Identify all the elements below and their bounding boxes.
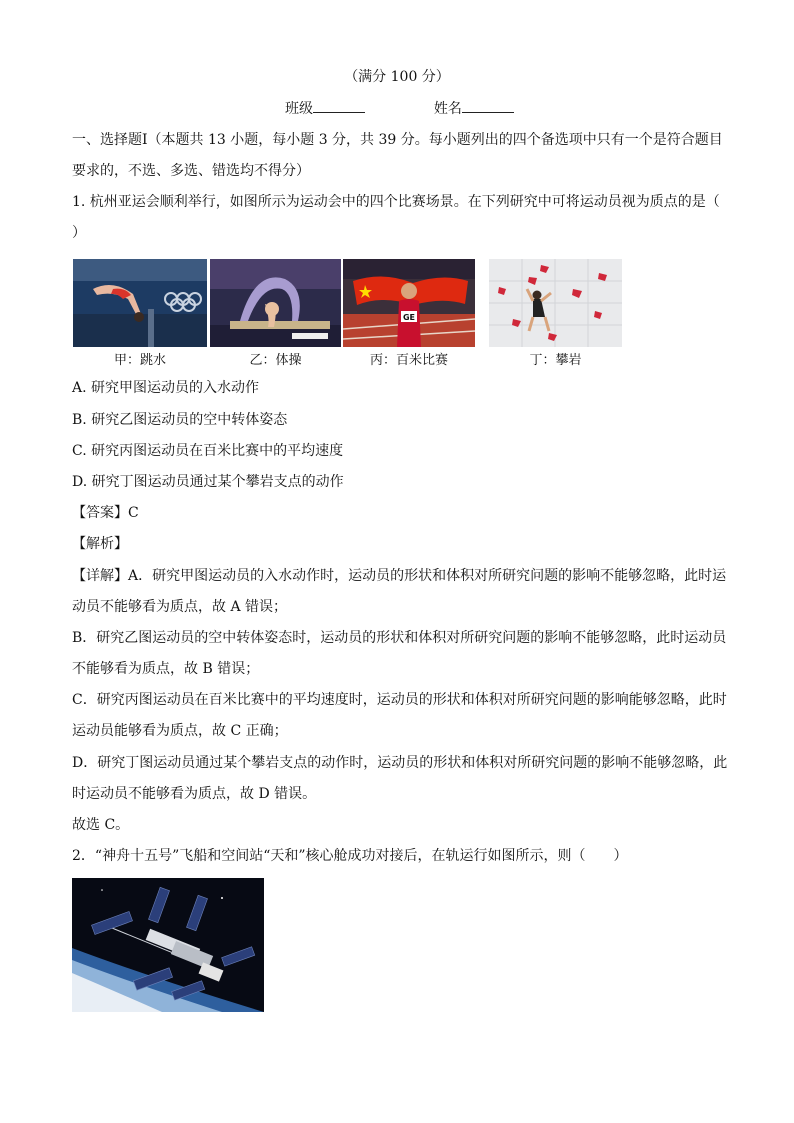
class-blank <box>313 100 365 113</box>
caption-sprint: 丙：百米比赛 <box>369 353 448 368</box>
race-bib-number: GE <box>402 313 416 322</box>
q2-stem: 2．“神舟十五号”飞船和空间站“天和”核心舱成功对接后，在轨运行如图所示，则（ ） <box>72 848 628 864</box>
detail-line: 动员不能够看为质点，故 A 错误； <box>72 599 288 615</box>
detail-line: 运动员能够看为质点，故 C 正确； <box>72 723 288 739</box>
space-station-photo <box>72 878 264 1012</box>
detail-line: C．研究丙图运动员在百米比赛中的平均速度时，运动员的形状和体积对所研究问题的影响能够忽略，此时 <box>72 692 727 708</box>
detail-line: 时运动员不能够看为质点，故 D 错误。 <box>72 786 317 802</box>
class-name-line <box>285 99 724 119</box>
name-label: 姓名 <box>433 101 462 117</box>
q1-option-c: C. 研究丙图运动员在百米比赛中的平均速度 <box>72 443 344 459</box>
answer-value: C <box>128 505 139 521</box>
gymnastics-photo <box>210 259 341 347</box>
section-heading-line1: 一、选择题Ⅰ（本题共 13 小题，每小题 3 分，共 39 分。每小题列出的四个备选项中只有一个是符合题目 <box>72 132 723 148</box>
section-heading-line2: 要求的，不选、多选、错选均不得分） <box>72 163 310 179</box>
caption-gymnastics: 乙：体操 <box>249 353 302 368</box>
score-line: （满分 100 分） <box>344 69 450 85</box>
caption-diving: 甲：跳水 <box>113 353 166 368</box>
conclusion-line: 故选 C。 <box>72 817 130 833</box>
class-label: 班级 <box>285 101 313 117</box>
detail-line: D．研究丁图运动员通过某个攀岩支点的动作时，运动员的形状和体积对所研究问题的影响不能够忽略，此 <box>72 755 728 771</box>
sprint-photo <box>343 259 475 347</box>
q1-stem-line1: 1. 杭州亚运会顺利举行，如图所示为运动会中的四个比赛场景。在下列研究中可将运动员视为质点的是（ <box>72 194 720 210</box>
q1-option-d: D. 研究丁图运动员通过某个攀岩支点的动作 <box>72 474 344 490</box>
caption-climbing: 丁：攀岩 <box>529 353 582 368</box>
answer-label: 【答案】 <box>72 505 128 521</box>
climbing-photo <box>489 259 622 347</box>
detail-line: 不能够看为质点，故 B 错误； <box>72 661 260 677</box>
name-blank <box>462 100 514 113</box>
analysis-label: 【解析】 <box>72 536 128 552</box>
q1-answer-line <box>72 503 724 523</box>
detail-line: 【详解】A．研究甲图运动员的入水动作时，运动员的形状和体积对所研究问题的影响不能够忽略，此时运 <box>72 568 727 584</box>
q1-option-b: B. 研究乙图运动员的空中转体姿态 <box>72 412 288 428</box>
q1-stem-line2: ） <box>72 225 86 241</box>
q1-option-a: A. 研究甲图运动员的入水动作 <box>72 380 260 396</box>
diving-photo <box>73 259 207 347</box>
detail-line: B．研究乙图运动员的空中转体姿态时，运动员的形状和体积对所研究问题的影响不能够忽略，此时运动员 <box>72 630 727 646</box>
